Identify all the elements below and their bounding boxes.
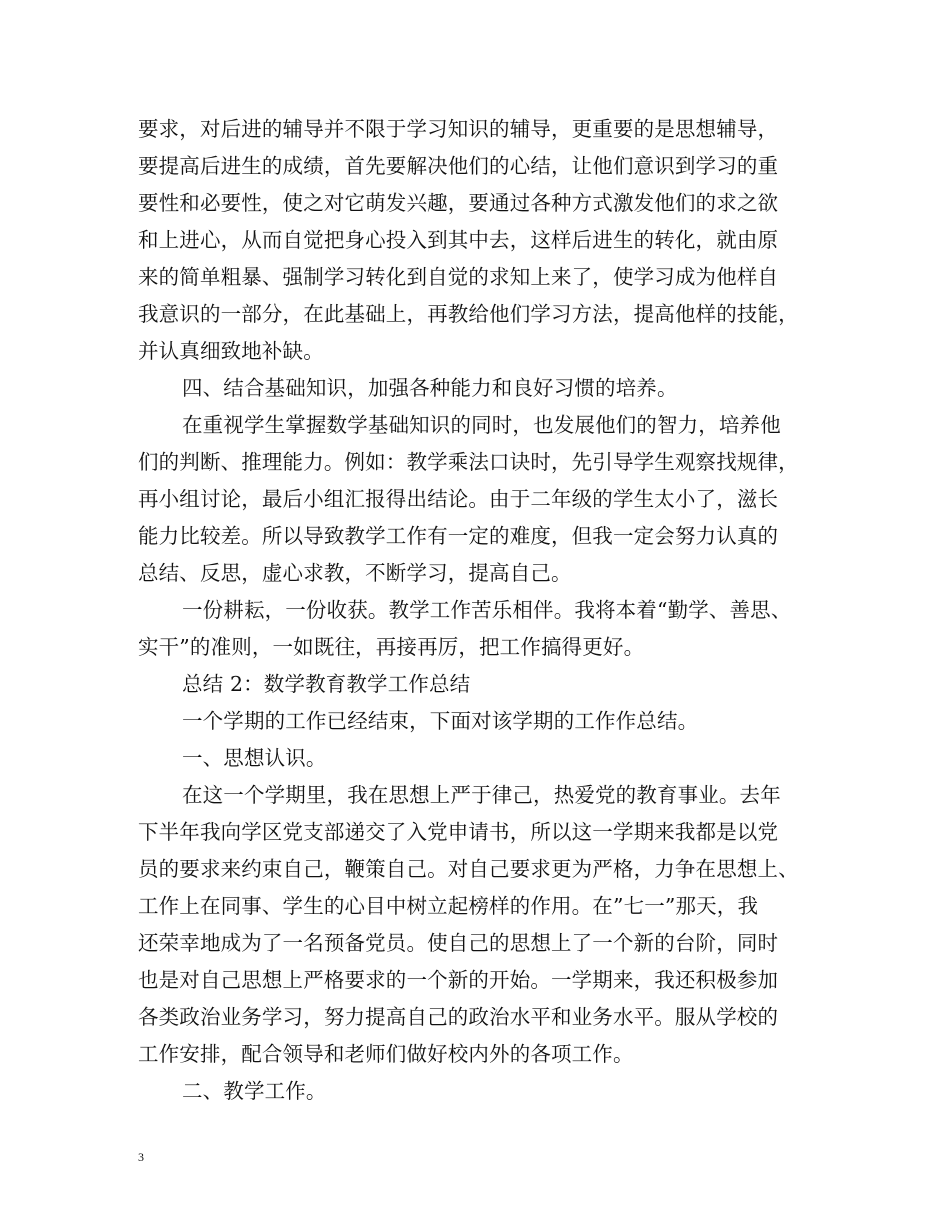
section-heading: 四、结合基础知识，加强各种能力和良好习惯的培养。 xyxy=(182,376,678,400)
text-line: 一个学期的工作已经结束，下面对该学期的工作作总结。 xyxy=(182,709,699,733)
text-line: 也是对自己思想上严格要求的一个新的开始。一学期来，我还积极参加 xyxy=(138,968,779,992)
text-line: 和上进心，从而自觉把身心投入到其中去，这样后进生的转化，就由原 xyxy=(138,228,779,252)
text-line: 要求，对后进的辅导并不限于学习知识的辅导，更重要的是思想辅导， xyxy=(138,117,779,141)
text-line: 工作上在同事、学生的心目中树立起榜样的作用。在”七一”那天，我 xyxy=(138,894,759,918)
text-line: 各类政治业务学习，努力提高自己的政治水平和业务水平。服从学校的 xyxy=(138,1005,779,1029)
section-heading: 一、思想认识。 xyxy=(182,746,327,770)
text-line: 员的要求来约束自己，鞭策自己。对自己要求更为严格，力争在思想上、 xyxy=(138,857,799,881)
text-line: 总结、反思，虚心求教，不断学习，提高自己。 xyxy=(138,561,572,585)
text-line: 们的判断、推理能力。例如：教学乘法口诀时，先引导学生观察找规律， xyxy=(138,450,799,474)
section-heading: 二、教学工作。 xyxy=(182,1079,327,1103)
text-line: 工作安排，配合领导和老师们做好校内外的各项工作。 xyxy=(138,1042,634,1066)
page-number: 3 xyxy=(138,1150,144,1164)
text-line: 一份耕耘，一份收获。教学工作苦乐相伴。我将本着“勤学、善思、 xyxy=(182,598,792,622)
section-title: 总结 2：数学教育教学工作总结 xyxy=(182,672,471,696)
text-line: 再小组讨论，最后小组汇报得出结论。由于二年级的学生太小了，滋长 xyxy=(138,487,779,511)
text-line: 来的简单粗暴、强制学习转化到自觉的求知上来了，使学习成为他样自 xyxy=(138,265,779,289)
text-line: 在重视学生掌握数学基础知识的同时，也发展他们的智力，培养他 xyxy=(182,413,781,437)
text-line: 我意识的一部分，在此基础上，再教给他们学习方法，提高他样的技能， xyxy=(138,302,799,326)
text-line: 并认真细致地补缺。 xyxy=(138,339,324,363)
text-line: 下半年我向学区党支部递交了入党申请书，所以这一学期来我都是以党 xyxy=(138,820,779,844)
text-line: 在这一个学期里，我在思想上严于律己，热爱党的教育事业。去年 xyxy=(182,783,781,807)
text-line: 还荣幸地成为了一名预备党员。使自己的思想上了一个新的台阶，同时 xyxy=(138,931,779,955)
text-line: 要性和必要性，使之对它萌发兴趣，要通过各种方式激发他们的求之欲 xyxy=(138,191,779,215)
text-line: 实干”的准则，一如既往，再接再厉，把工作搞得更好。 xyxy=(138,635,645,659)
text-line: 要提高后进生的成绩，首先要解决他们的心结，让他们意识到学习的重 xyxy=(138,154,779,178)
text-line: 能力比较差。所以导致教学工作有一定的难度，但我一定会努力认真的 xyxy=(138,524,779,548)
